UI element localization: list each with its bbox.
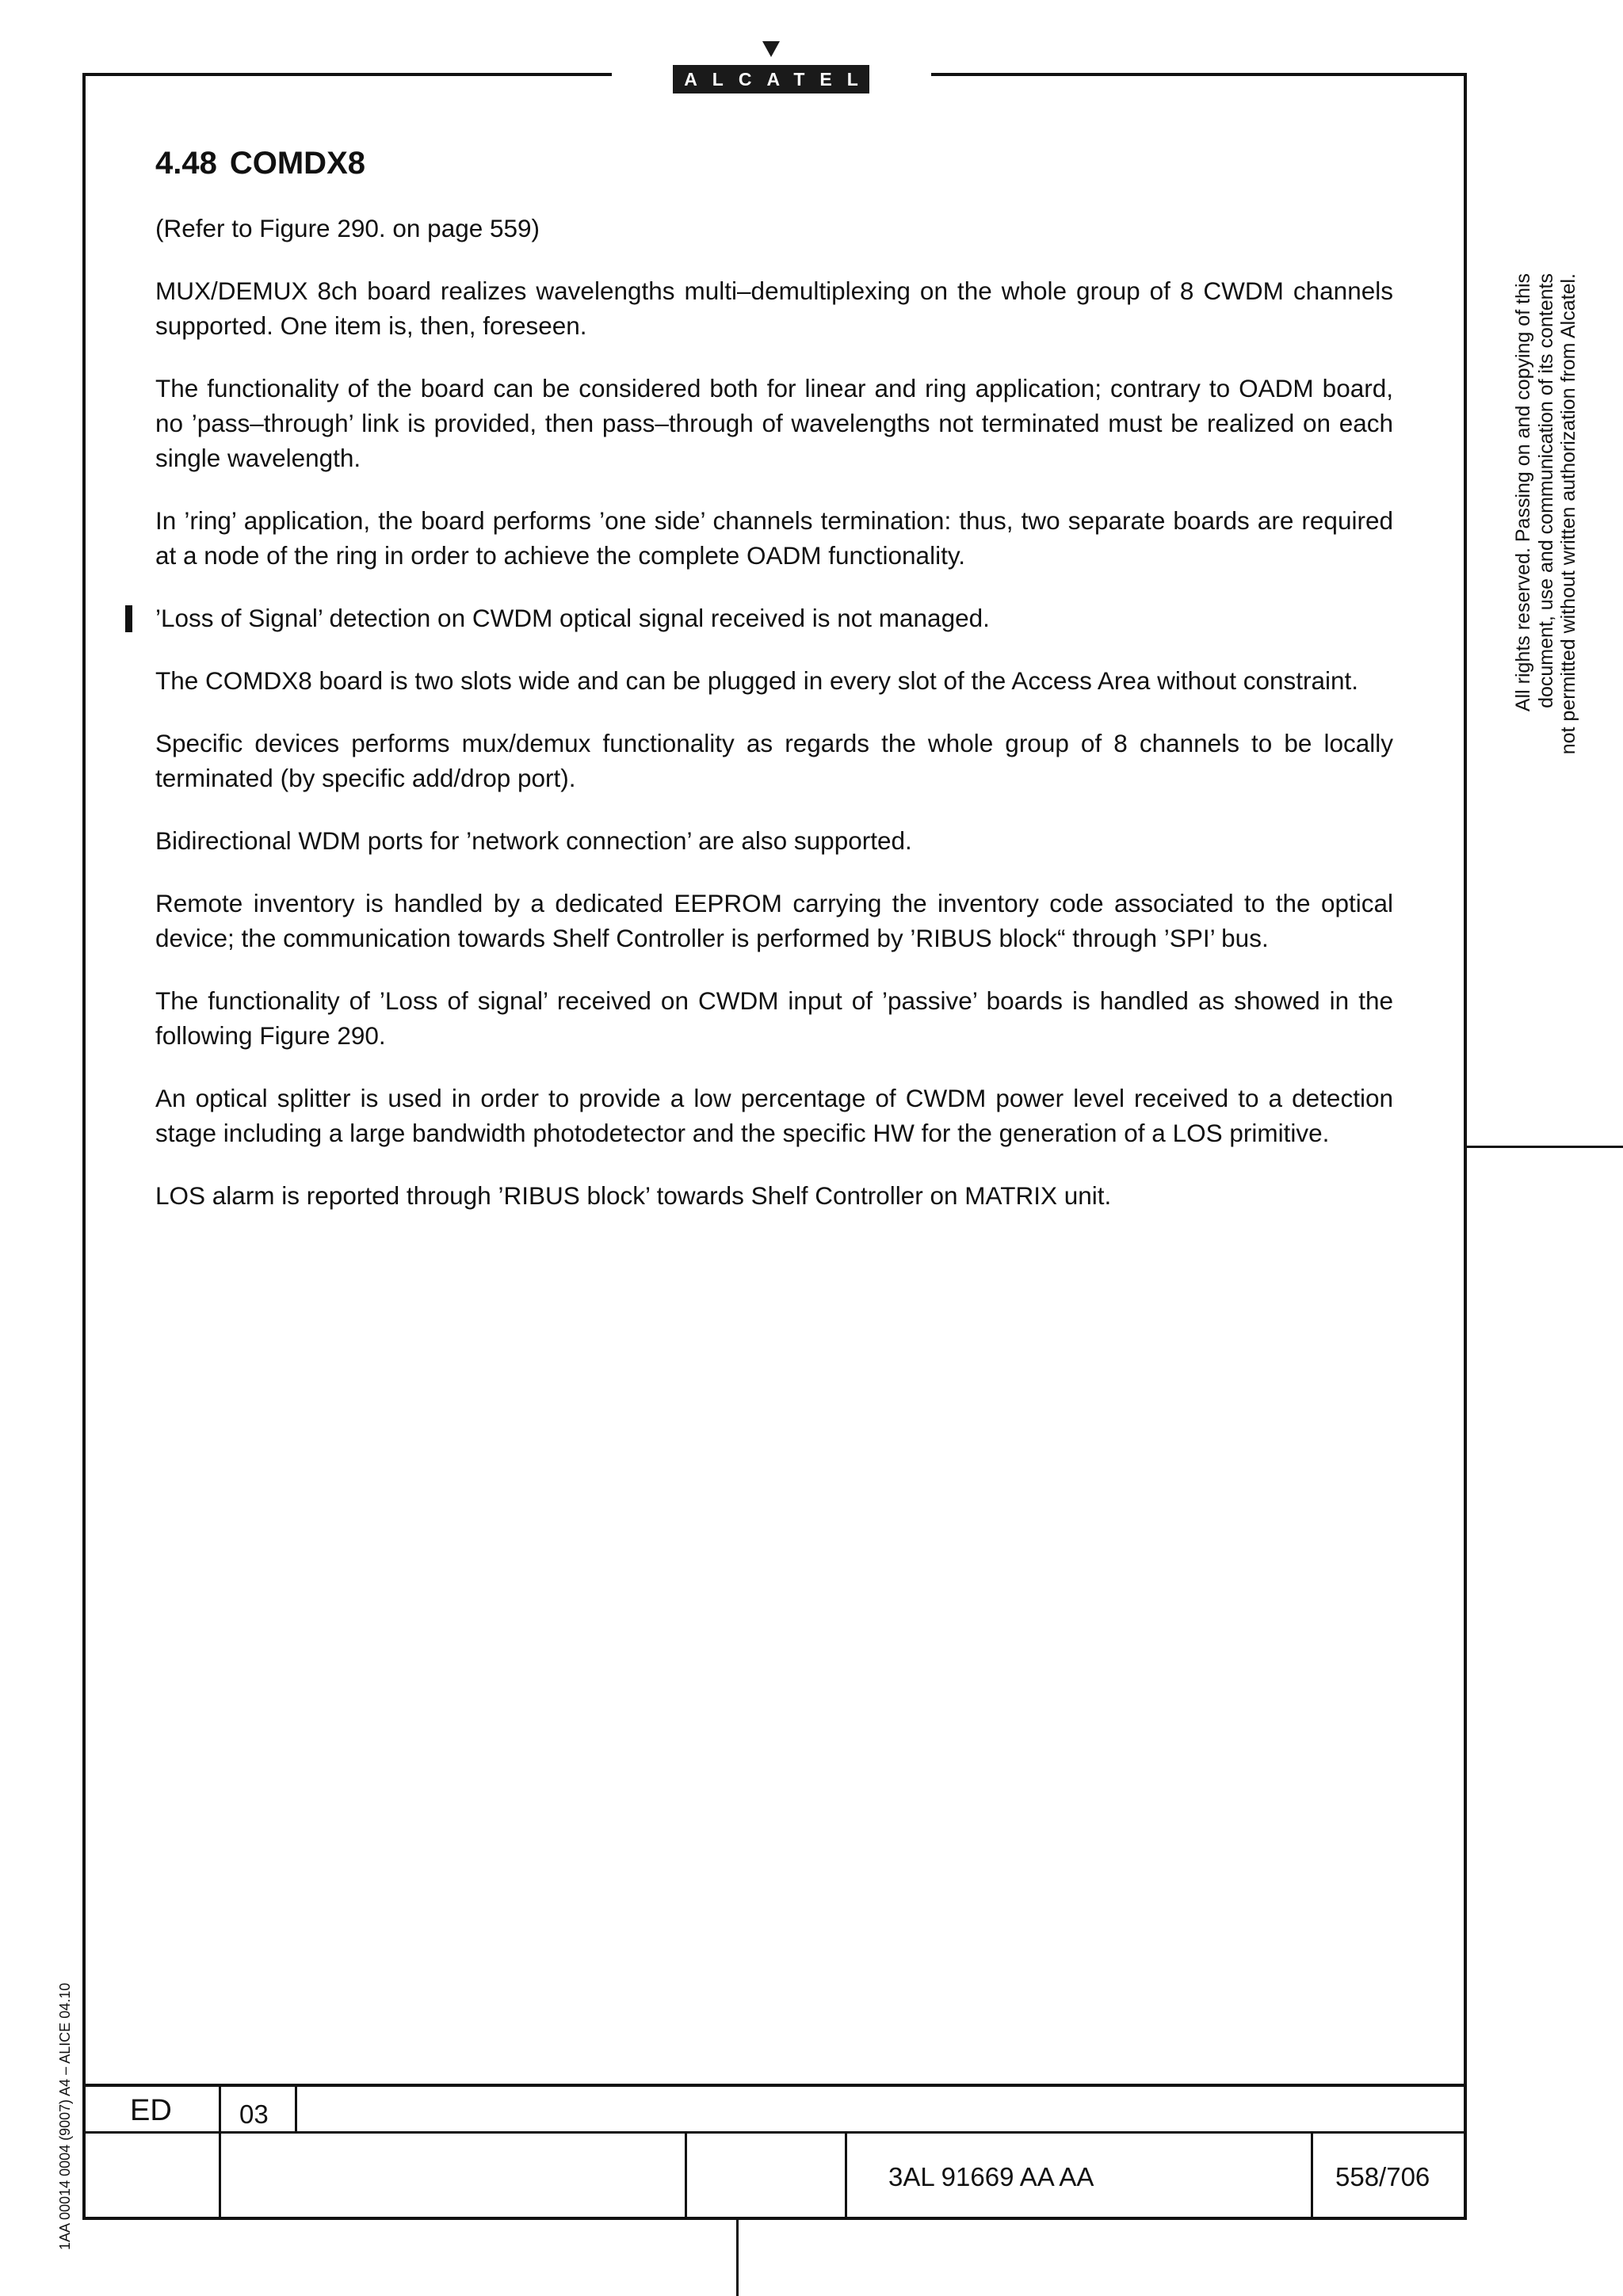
paragraph-slots: The COMDX8 board is two slots wide and can be plugged in every slot of the Access Area without constraint. <box>155 666 1359 695</box>
section-number: 4.48 <box>155 146 217 181</box>
right-tick <box>1467 1146 1623 1148</box>
footer-divider-2 <box>295 2085 297 2133</box>
copyright-line-3: not permitted without written authorization from Alcatel. <box>1557 273 1579 755</box>
form-reference-text: 1AA 00014 0004 (9007) A4 – ALICE 04.10 <box>57 1982 73 2250</box>
change-bar <box>125 605 132 632</box>
logo-triangle-icon <box>762 41 780 57</box>
footer-divider-5 <box>1311 2131 1313 2218</box>
footer-ed-value: 03 <box>239 2100 269 2129</box>
footer-divider-1 <box>219 2085 221 2218</box>
paragraph-remote-inventory: Remote inventory is handled by a dedicated EEPROM carrying the inventory code associated to the optical device; the communication towards Shelf Controller is performed by ’RIBUS block“ through ’SPI’ bus. <box>155 889 1393 952</box>
footer-divider-4 <box>845 2131 847 2218</box>
section-heading <box>155 144 1393 182</box>
frame-bottom <box>82 2217 1467 2220</box>
frame-left <box>82 73 86 2220</box>
paragraph-optical-splitter: An optical splitter is used in order to provide a low percentage of CWDM power level received to a detection stage including a large bandwidth photodetector and the specific HW for the generation of a LOS primitive. <box>155 1084 1393 1147</box>
paragraph-specific-devices: Specific devices performs mux/demux functionality as regards the whole group of 8 channels to be locally terminated (by specific add/drop port). <box>155 729 1393 792</box>
logo-text: ALCATEL <box>684 68 873 90</box>
paragraph-mux-demux: MUX/DEMUX 8ch board realizes wavelengths multi–demultiplexing on the whole group of 8 CWDM channels supported. One item is, then, foreseen. <box>155 277 1393 340</box>
paragraph-los-alarm: LOS alarm is reported through ’RIBUS block’ towards Shelf Controller on MATRIX unit. <box>155 1181 1112 1210</box>
paragraph-loss-of-signal: ’Loss of Signal’ detection on CWDM optical signal received is not managed. <box>155 604 990 632</box>
footer-top-border <box>82 2084 1467 2087</box>
section-title: COMDX8 <box>229 146 365 181</box>
paragraph-bidirectional-ports: Bidirectional WDM ports for ’network connection’ are also supported. <box>155 826 912 855</box>
paragraph-ring-application: In ’ring’ application, the board performs ’one side’ channels termination: thus, two separate boards are required at a node of the ring in order to achieve the complete OADM functionality. <box>155 506 1393 570</box>
footer-divider-3 <box>685 2131 687 2218</box>
alcatel-logo <box>673 65 873 93</box>
frame-top-right <box>931 73 1467 76</box>
main-content <box>155 144 1393 1241</box>
footer-doc-code: 3AL 91669 AA AA <box>888 2162 1094 2191</box>
paragraph-figure-reference: (Refer to Figure 290. on page 559) <box>155 214 540 242</box>
bottom-tick <box>736 2220 739 2296</box>
paragraph-functionality: The functionality of the board can be considered both for linear and ring application; contrary to OADM board, no ’pass–through’ link is provided, then pass–through of wavelengths not terminated must be realized on each single wavelength. <box>155 374 1393 472</box>
paragraph-loss-of-signal-block <box>155 601 1393 635</box>
frame-top-left <box>82 73 612 76</box>
copyright-line-1: All rights reserved. Passing on and copying of this <box>1512 273 1534 712</box>
footer-page-number: 558/706 <box>1335 2162 1430 2191</box>
copyright-line-2: document, use and communication of its contents <box>1534 273 1557 708</box>
footer-mid-border <box>82 2131 1467 2134</box>
paragraph-loss-of-signal-handling: The functionality of ’Loss of signal’ received on CWDM input of ’passive’ boards is handled as showed in the following Figure 290. <box>155 986 1393 1050</box>
footer-ed-label: ED <box>130 2094 172 2127</box>
